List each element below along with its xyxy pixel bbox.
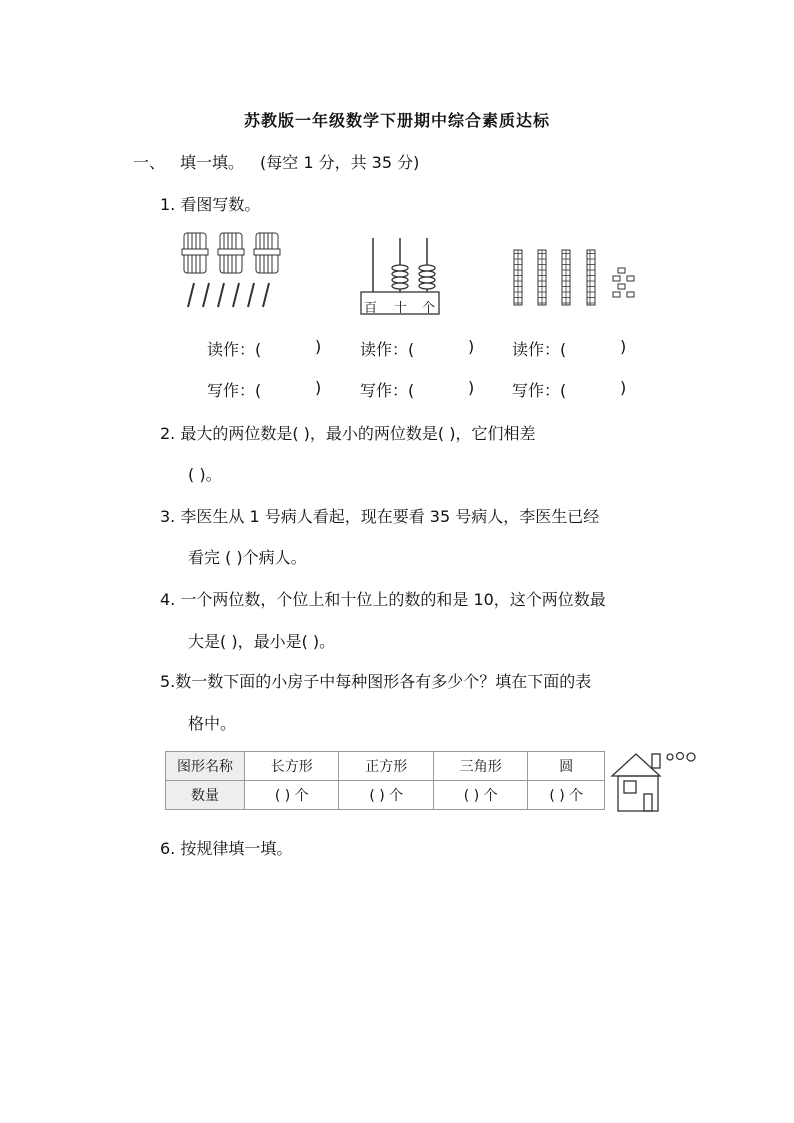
page-title: 苏教版一年级数学下册期中综合素质达标 — [243, 111, 550, 130]
abacus-beads-ones — [419, 265, 435, 289]
stick-bundle — [182, 233, 208, 273]
write-label-3: 写作：( — [512, 381, 567, 400]
abacus-beads-tens — [392, 265, 408, 289]
question-1-label: 1. 看图写数。 — [160, 195, 261, 214]
abacus-label-ones: 个 — [422, 301, 436, 316]
smoke-circle — [687, 753, 695, 761]
house-figure — [608, 748, 700, 814]
abacus-label-tens: 十 — [394, 301, 408, 316]
ten-rod — [562, 250, 570, 305]
question-2-line-1: 2. 最大的两位数是( )，最小的两位数是( )，它们相差 — [160, 424, 536, 443]
stick-bundle — [218, 233, 244, 273]
question-5-line-1: 5.数一数下面的小房子中每种图形各有多少个？填在下面的表 — [160, 672, 592, 691]
table-answer-cell: ( ) 个 — [245, 781, 339, 810]
place-value-blocks-figure — [510, 248, 640, 308]
table-answer-cell: ( ) 个 — [528, 781, 605, 810]
write-close-2: ) — [468, 378, 475, 397]
write-close-1: ) — [315, 378, 322, 397]
section-score-note: (每空 1 分，共 35 分) — [260, 153, 420, 172]
stick-bundles-figure — [178, 225, 288, 315]
house-door — [644, 794, 652, 811]
question-6-label: 6. 按规律填一填。 — [160, 839, 293, 858]
table-header-cell: 圆 — [528, 752, 605, 781]
house-chimney — [652, 754, 660, 768]
smoke-circle — [677, 753, 684, 760]
question-4-line-1: 4. 一个两位数，个位上和十位上的数的和是 10，这个两位数最 — [160, 590, 606, 609]
question-3-line-2: 看完 ( )个病人。 — [188, 548, 307, 567]
stick-bundle — [254, 233, 280, 273]
table-answer-cell: ( ) 个 — [433, 781, 527, 810]
read-label-3: 读作：( — [512, 340, 567, 359]
write-label-1: 写作：( — [207, 381, 262, 400]
read-label-1: 读作：( — [207, 340, 262, 359]
write-label-2: 写作：( — [360, 381, 415, 400]
read-close-3: ) — [620, 337, 627, 356]
read-close-1: ) — [315, 337, 322, 356]
section-number: 一、 — [133, 153, 166, 172]
table-header-cell: 三角形 — [433, 752, 527, 781]
section-heading: 填一填。 — [180, 153, 245, 172]
table-row — [166, 752, 605, 781]
shape-count-table — [165, 751, 605, 810]
read-label-2: 读作：( — [360, 340, 415, 359]
question-5-line-2: 格中。 — [188, 714, 237, 733]
ten-rod — [538, 250, 546, 305]
table-header-cell: 长方形 — [245, 752, 339, 781]
table-header-cell: 图形名称 — [166, 752, 245, 781]
table-header-cell: 正方形 — [339, 752, 433, 781]
question-4-line-2: 大是( )，最小是( )。 — [188, 632, 336, 651]
table-row-label: 数量 — [166, 781, 245, 810]
house-window — [624, 781, 636, 793]
read-close-2: ) — [468, 337, 475, 356]
table-answer-cell: ( ) 个 — [339, 781, 433, 810]
ten-rod — [514, 250, 522, 305]
question-2-line-2: ( )。 — [188, 465, 222, 484]
table-row — [166, 781, 605, 810]
smoke-circle — [667, 754, 673, 760]
question-3-line-1: 3. 李医生从 1 号病人看起，现在要看 35 号病人，李医生已经 — [160, 507, 600, 526]
unit-cubes — [613, 268, 634, 297]
single-sticks — [188, 283, 269, 307]
abacus-label-hundreds: 百 — [364, 301, 378, 316]
ten-rod — [587, 250, 595, 305]
write-close-3: ) — [620, 378, 627, 397]
